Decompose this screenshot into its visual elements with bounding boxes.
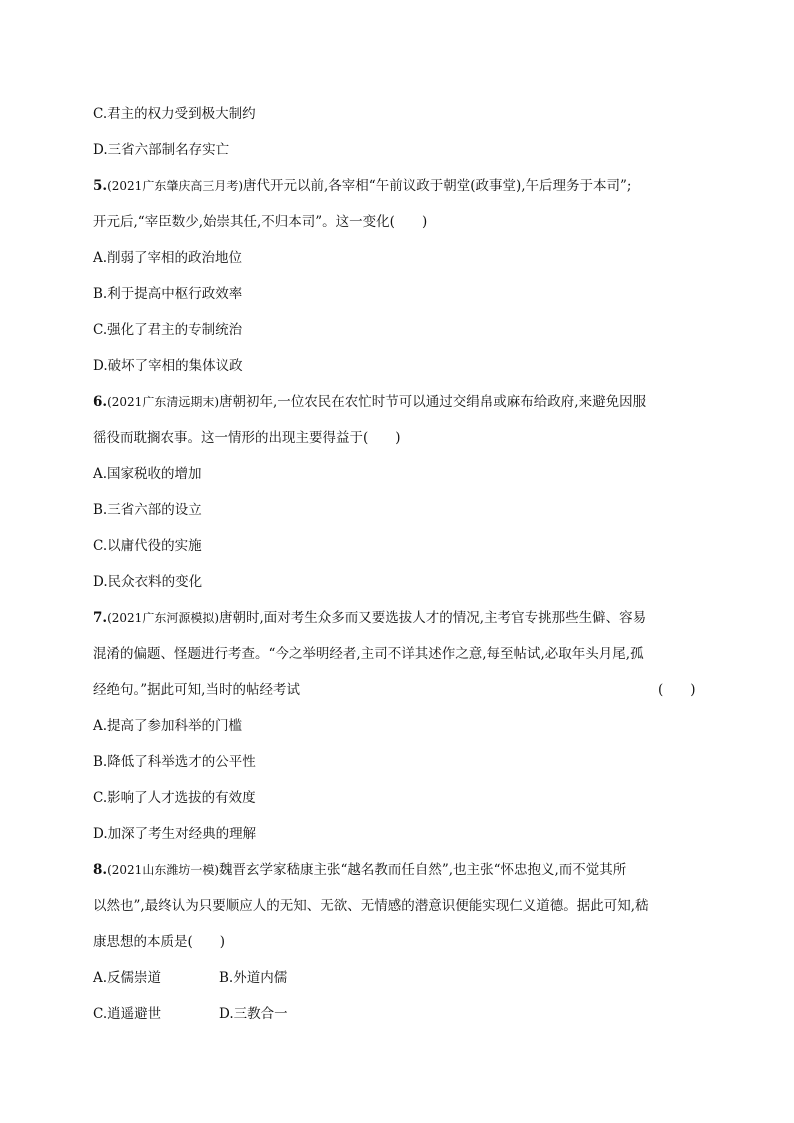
q5-number: 5. bbox=[93, 178, 108, 194]
q4-option-c: C.君主的权力受到极大制约 bbox=[93, 106, 256, 122]
q5-stem-line1 bbox=[93, 177, 631, 195]
q7-stem-line2: 混淆的偏题、怪题进行考查。“今之举明经者,主司不详其述作之意,每至帖试,必取年头月尾,孤 bbox=[93, 646, 644, 662]
q5-option-a: A.削弱了宰相的政治地位 bbox=[93, 250, 243, 266]
q7-option-b: B.降低了科举选才的公平性 bbox=[93, 754, 256, 770]
q5-text: 唐代开元以前,各宰相“午前议政于朝堂(政事堂),午后理务于本司”; bbox=[243, 178, 632, 194]
q8-text: 魏晋玄学家嵇康主张“越名教而任自然”,也主张“怀忠抱义,而不觉其所 bbox=[219, 862, 627, 878]
q8-source: (2021山东潍坊一模) bbox=[107, 863, 219, 877]
q8-stem-line2: 以然也”,最终认为只要顺应人的无知、无欲、无情感的潜意识便能实现仁义道德。据此可知,嵇 bbox=[93, 898, 649, 914]
q6-option-d: D.民众衣料的变化 bbox=[93, 574, 203, 590]
q7-answer-paren: ( ) bbox=[658, 682, 696, 698]
q7-number: 7. bbox=[93, 610, 108, 626]
q6-text: 唐朝初年,一位农民在农忙时节可以通过交绢帛或麻布给政府,来避免因服 bbox=[219, 394, 647, 410]
q6-number: 6. bbox=[93, 394, 108, 410]
q7-stem-line1 bbox=[93, 609, 646, 627]
q8-number: 8. bbox=[93, 862, 108, 878]
q7-text: 唐朝时,面对考生众多而又要选拔人才的情况,主考官专挑那些生僻、容易 bbox=[219, 610, 647, 626]
q5-source: (2021广东肇庆高三月考) bbox=[107, 179, 243, 193]
q7-option-a: A.提高了参加科举的门槛 bbox=[93, 718, 243, 734]
q8-stem-line1 bbox=[93, 861, 626, 879]
q7-option-d: D.加深了考生对经典的理解 bbox=[93, 826, 257, 842]
q6-option-b: B.三省六部的设立 bbox=[93, 502, 202, 518]
q7-option-c: C.影响了人才选拔的有效度 bbox=[93, 790, 256, 806]
q6-option-c: C.以庸代役的实施 bbox=[93, 538, 202, 554]
q8-option-a: A.反儒崇道 bbox=[93, 970, 162, 986]
q7-stem-line3: 经绝句。”据此可知,当时的帖经考试 bbox=[93, 682, 300, 698]
q6-stem-line1 bbox=[93, 393, 646, 411]
q5-option-b: B.利于提高中枢行政效率 bbox=[93, 286, 243, 302]
q5-option-d: D.破坏了宰相的集体议政 bbox=[93, 358, 243, 374]
q6-stem-line2: 徭役而耽搁农事。这一情形的出现主要得益于( ) bbox=[93, 430, 401, 446]
q8-option-b: B.外道内儒 bbox=[219, 970, 288, 986]
q6-option-a: A.国家税收的增加 bbox=[93, 466, 202, 482]
q4-option-d: D.三省六部制名存实亡 bbox=[93, 142, 230, 158]
q8-option-c: C.逍遥避世 bbox=[93, 1006, 162, 1022]
q5-option-c: C.强化了君主的专制统治 bbox=[93, 322, 243, 338]
q6-source: (2021广东清远期末) bbox=[107, 395, 219, 409]
q7-source: (2021广东河源模拟) bbox=[107, 611, 219, 625]
q8-option-d: D.三教合一 bbox=[219, 1006, 288, 1022]
q8-stem-line3: 康思想的本质是( ) bbox=[93, 934, 226, 950]
q5-stem-line2: 开元后,“宰臣数少,始崇其任,不归本司”。这一变化( ) bbox=[93, 214, 428, 230]
